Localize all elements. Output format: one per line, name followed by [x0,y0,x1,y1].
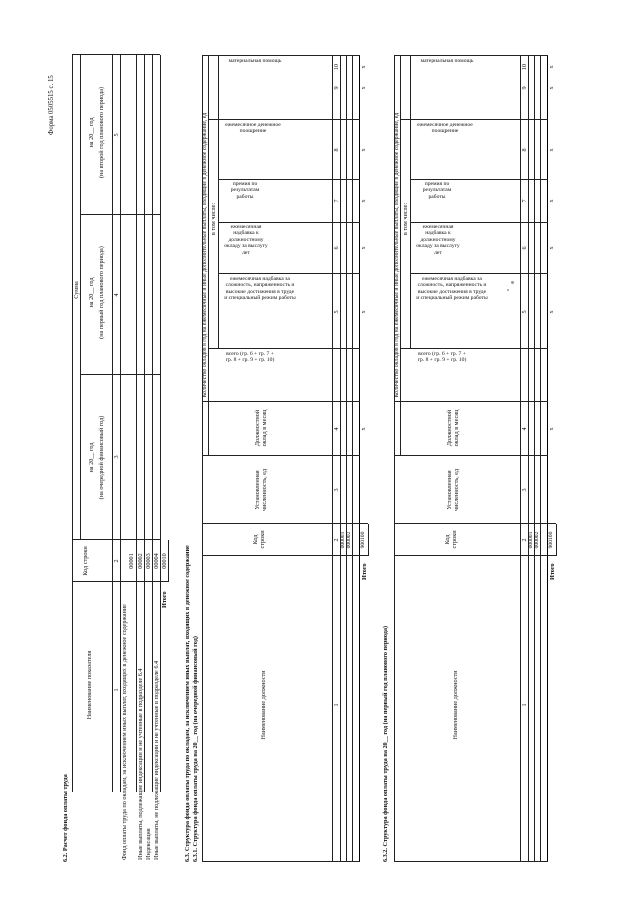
tbl-code-header: Код строки [252,530,266,549]
col-num: 2 [333,538,340,542]
tbl-name-header: Наименование должности [452,670,459,740]
not-applicable-mark: x [360,199,367,203]
tbl-total-header: всего (гр. 6 + гр. 7 + гр. 8 + гр. 9 + гр. 10) [417,351,467,364]
tbl-col8-header: премия по результатам работы [230,181,260,200]
y2-title: на 20__ год [88,117,95,148]
col-num: 5 [333,310,340,314]
tbl-incl: в том числе: [210,202,217,236]
col-num: 9 [521,86,528,90]
col-num: 5 [113,133,120,137]
col-num: 1 [521,703,528,707]
tbl-incl: в том числе: [402,202,409,236]
row-code: 00004 [153,553,160,569]
section-6-2-title: 6.2. Расчет фонда оплаты труда [62,774,69,862]
total-label: Итого [161,591,168,608]
tbl-salary-header: Должностной оклад в месяц [254,409,268,447]
rotated-form [42,35,602,880]
not-applicable-mark: x [360,148,367,152]
not-applicable-mark: x [360,86,367,90]
not-applicable-mark: x [548,246,555,250]
not-applicable-mark: x [360,246,367,250]
col-num: 10 [521,63,528,71]
tbl-qty-header: Количество окладов в год на ежемесячные и иные дополнительные выплаты, входящие в денежное содержание, ед [202,112,208,398]
not-applicable-mark: x [548,199,555,203]
col-num: 3 [113,455,120,459]
row-code: 00001 [128,553,135,569]
not-applicable-mark: x [548,310,555,314]
total-label: Итого [361,563,368,580]
tbl-col6-header: ежемесячная надбавка за сложность, напряженность и высокие достижения в труде и специальный режим работы [416,276,488,302]
y0-title: на 20__ год [88,442,95,473]
row-code: 00003 [145,553,152,569]
total-code: 00010 [161,553,168,569]
col-num: 3 [521,488,528,492]
col-num: 7 [333,199,340,203]
col-num: 1 [333,703,340,707]
col-num: 4 [521,427,528,431]
col-num: 4 [333,427,340,431]
tbl-name-header: Наименование должности [260,670,267,740]
y0-sub: (на очередной финансовый год) [98,415,105,500]
row-code: 000001 [340,531,346,549]
section-6-3-2-title: 6.3.2. Структура фонда оплаты труда на 20__ год (на первый год планового периода) [382,625,389,862]
col-num: 6 [521,246,528,250]
col-num: 7 [521,199,528,203]
tbl-col8-header: премия по результатам работы [422,181,452,200]
not-applicable-mark: x [548,65,555,69]
y1-sub: (на первый год планового периода) [98,246,105,339]
row-code: 00002 [137,553,144,569]
tbl-col7-header: ежемесячная надбавка к должностному окладу за выслугу лет [224,224,268,256]
tbl-salary-header: Должностной оклад в месяц [446,409,460,447]
tbl-col10-header: материальная помощь [228,58,282,64]
tbl-total-header: всего (гр. 6 + гр. 7 + гр. 8 + гр. 9 + гр. 10) [225,351,275,364]
tbl-col10-header: материальная помощь [420,58,474,64]
tbl-col9-header: ежемесячное денежное поощрение [225,122,281,135]
col-name-header: Наименование показателя [86,650,93,720]
row-label: Иные выплаты, подлежащие индексации и не учтенные в подразделе 6.4 [137,668,144,860]
row-code: 000001 [528,531,534,549]
row-label: Фонд оплаты труда по окладам, за исключением иных выплат, входящих в денежное содержание [121,604,128,860]
not-applicable-mark: x [360,427,367,431]
not-applicable-mark: x [548,427,555,431]
tbl-qty-header: Количество окладов в год на ежемесячные и иные дополнительные выплаты, входящие в денежное содержание, ед [394,112,400,398]
total-label: Итого [549,563,556,580]
not-applicable-mark: x [360,310,367,314]
not-applicable-mark: x [548,86,555,90]
row-label: Индексация [145,828,152,860]
col-num: 2 [521,538,528,542]
col-code-header: Код строки [82,546,89,576]
tbl-col6-header: ежемесячная надбавка за сложность, напряженность и высокие достижения в труде и специальный режим работы [224,276,296,302]
col-num: 10 [333,63,340,71]
col-sum-header: Сумма [73,281,80,299]
col-num: 1 [113,688,120,692]
section-6-3-title: 6.3. Структура фонда оплаты труда по окладам, за исключением иных выплат, входящих в денежное содержание [184,545,191,862]
tbl-staff-header: Установленная численность, ед [446,468,460,512]
col-num: 5 [521,310,528,314]
tbl-col9-header: ежемесячное денежное поощрение [417,122,473,135]
not-applicable-mark: x [360,65,367,69]
tbl-col7-header: ежемесячная надбавка к должностному окладу за выслугу лет [416,224,460,256]
col-num: 8 [333,148,340,152]
col-num: 9 [333,86,340,90]
not-applicable-mark: x [548,148,555,152]
row-code: 000002 [346,531,352,549]
row-code: 000002 [534,531,540,549]
col-num: 6 [333,246,340,250]
tbl-code-header: Код строки [444,530,458,549]
col-num: 3 [333,488,340,492]
y1-title: на 20__ год [88,277,95,308]
row-label: Иные выплаты, не подлежащие индексации и не учтенные в подразделе 6.4 [153,660,160,860]
form-label: Форма 0505515 с. 15 [48,75,55,135]
section-6-3-1-title: 6.3.1. Структура фонда оплаты труда на 20__ год (на очередной финансовый год) [192,636,199,862]
tbl-staff-header: Установленная численность, ед [254,468,268,512]
y2-sub: (на второй год планового периода) [98,86,105,179]
total-code: 900100 [548,531,554,549]
col-num: 8 [521,148,528,152]
total-code: 900100 [360,531,366,549]
col-num: 4 [113,293,120,297]
col-num: 2 [113,559,120,563]
